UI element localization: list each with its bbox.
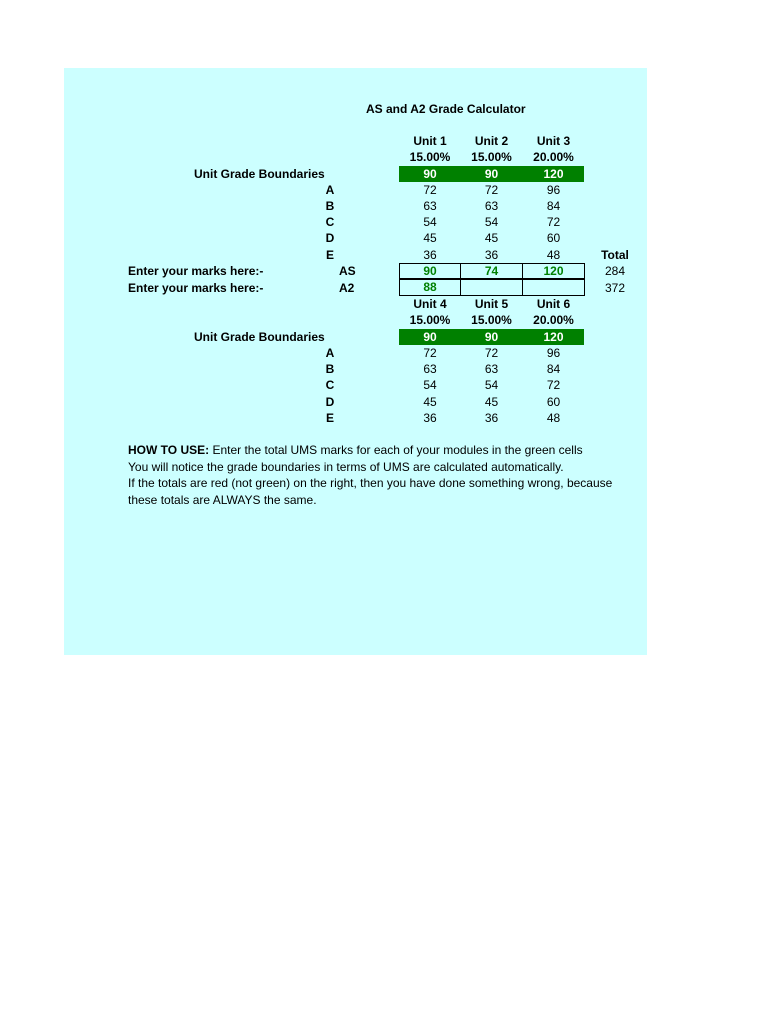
boundary-value: 36 — [484, 248, 499, 262]
boundary-value: 63 — [484, 199, 499, 213]
unit-max-mark: 90 — [423, 330, 437, 344]
unit-weight: 15.00% — [471, 313, 512, 327]
as-unit1-mark-input[interactable]: 90 — [399, 263, 461, 279]
boundaries-label: Unit Grade Boundaries — [194, 167, 325, 181]
boundary-value: 45 — [484, 395, 499, 409]
boundary-value: 72 — [546, 215, 561, 229]
grade-label: C — [325, 378, 335, 392]
as-total: 284 — [604, 264, 626, 278]
a2-unit5-mark-input[interactable] — [460, 279, 523, 296]
boundary-value: 63 — [423, 362, 437, 376]
unit-max-mark: 90 — [484, 330, 499, 344]
unit-weight: 15.00% — [409, 150, 451, 164]
boundary-value: 63 — [484, 362, 499, 376]
unit-name: Unit 5 — [474, 297, 509, 311]
grade-label: C — [325, 215, 335, 229]
marks-label: Enter your marks here:- — [128, 264, 264, 278]
a2-unit6-mark-input[interactable] — [522, 279, 585, 296]
boundary-value: 48 — [546, 411, 561, 425]
boundary-value: 96 — [546, 346, 561, 360]
a2-row-label: A2 — [339, 281, 355, 295]
boundary-value: 54 — [484, 378, 499, 392]
boundary-value: 45 — [423, 231, 437, 245]
grade-label: D — [325, 395, 335, 409]
how-to-line: You will notice the grade boundaries in terms of UMS are calculated automatically. — [128, 459, 564, 474]
boundary-value: 36 — [423, 248, 437, 262]
how-to-use-notes — [128, 442, 648, 508]
unit-name: Unit 1 — [413, 134, 447, 148]
boundary-value: 36 — [484, 411, 499, 425]
unit-max-mark: 120 — [543, 330, 564, 344]
boundary-value: 84 — [546, 362, 561, 376]
unit-name: Unit 6 — [536, 297, 571, 311]
grade-label: A — [325, 346, 335, 360]
boundary-value: 48 — [546, 248, 561, 262]
unit-weight: 15.00% — [409, 313, 451, 327]
boundary-value: 72 — [423, 183, 437, 197]
boundary-value: 60 — [546, 231, 561, 245]
how-to-line: HOW TO USE: Enter the total UMS marks for each of your modules in the green cells — [128, 443, 583, 457]
boundary-value: 72 — [423, 346, 437, 360]
boundary-value: 54 — [423, 378, 437, 392]
boundary-value: 45 — [423, 395, 437, 409]
boundary-value: 45 — [484, 231, 499, 245]
unit-max-mark: 90 — [423, 167, 437, 181]
unit-max-mark: 90 — [484, 167, 499, 181]
boundary-value: 96 — [546, 183, 561, 197]
unit-max-mark: 120 — [543, 167, 564, 181]
grade-label: D — [325, 231, 335, 245]
boundary-value: 72 — [484, 183, 499, 197]
unit-weight: 15.00% — [471, 150, 512, 164]
a2-total: 372 — [604, 281, 626, 295]
total-header: Total — [601, 248, 629, 262]
boundary-value: 54 — [423, 215, 437, 229]
grade-label: A — [325, 183, 335, 197]
as-row-label: AS — [339, 264, 356, 278]
boundary-value: 60 — [546, 395, 561, 409]
as-unit3-mark-input[interactable]: 120 — [522, 263, 585, 279]
boundary-value: 36 — [423, 411, 437, 425]
a2-unit4-mark-input[interactable]: 88 — [399, 279, 461, 296]
unit-name: Unit 2 — [474, 134, 509, 148]
grade-label: B — [325, 199, 335, 213]
page-title: AS and A2 Grade Calculator — [366, 102, 526, 116]
unit-weight: 20.00% — [533, 150, 574, 164]
marks-label: Enter your marks here:- — [128, 281, 264, 295]
boundary-value: 54 — [484, 215, 499, 229]
as-unit2-mark-input[interactable]: 74 — [460, 263, 523, 279]
grade-label: B — [325, 362, 335, 376]
how-to-line: these totals are ALWAYS the same. — [128, 492, 317, 507]
how-to-line: If the totals are red (not green) on the right, then you have done something wrong, because — [128, 476, 613, 490]
boundaries-label: Unit Grade Boundaries — [194, 330, 325, 344]
unit-name: Unit 3 — [536, 134, 571, 148]
how-to-heading: HOW TO USE: — [128, 443, 210, 457]
unit-name: Unit 4 — [413, 297, 447, 311]
grade-label: E — [325, 248, 334, 262]
boundary-value: 63 — [423, 199, 437, 213]
boundary-value: 84 — [546, 199, 561, 213]
unit-weight: 20.00% — [533, 313, 574, 327]
boundary-value: 72 — [484, 346, 499, 360]
boundary-value: 72 — [546, 378, 561, 392]
grade-label: E — [325, 411, 334, 425]
